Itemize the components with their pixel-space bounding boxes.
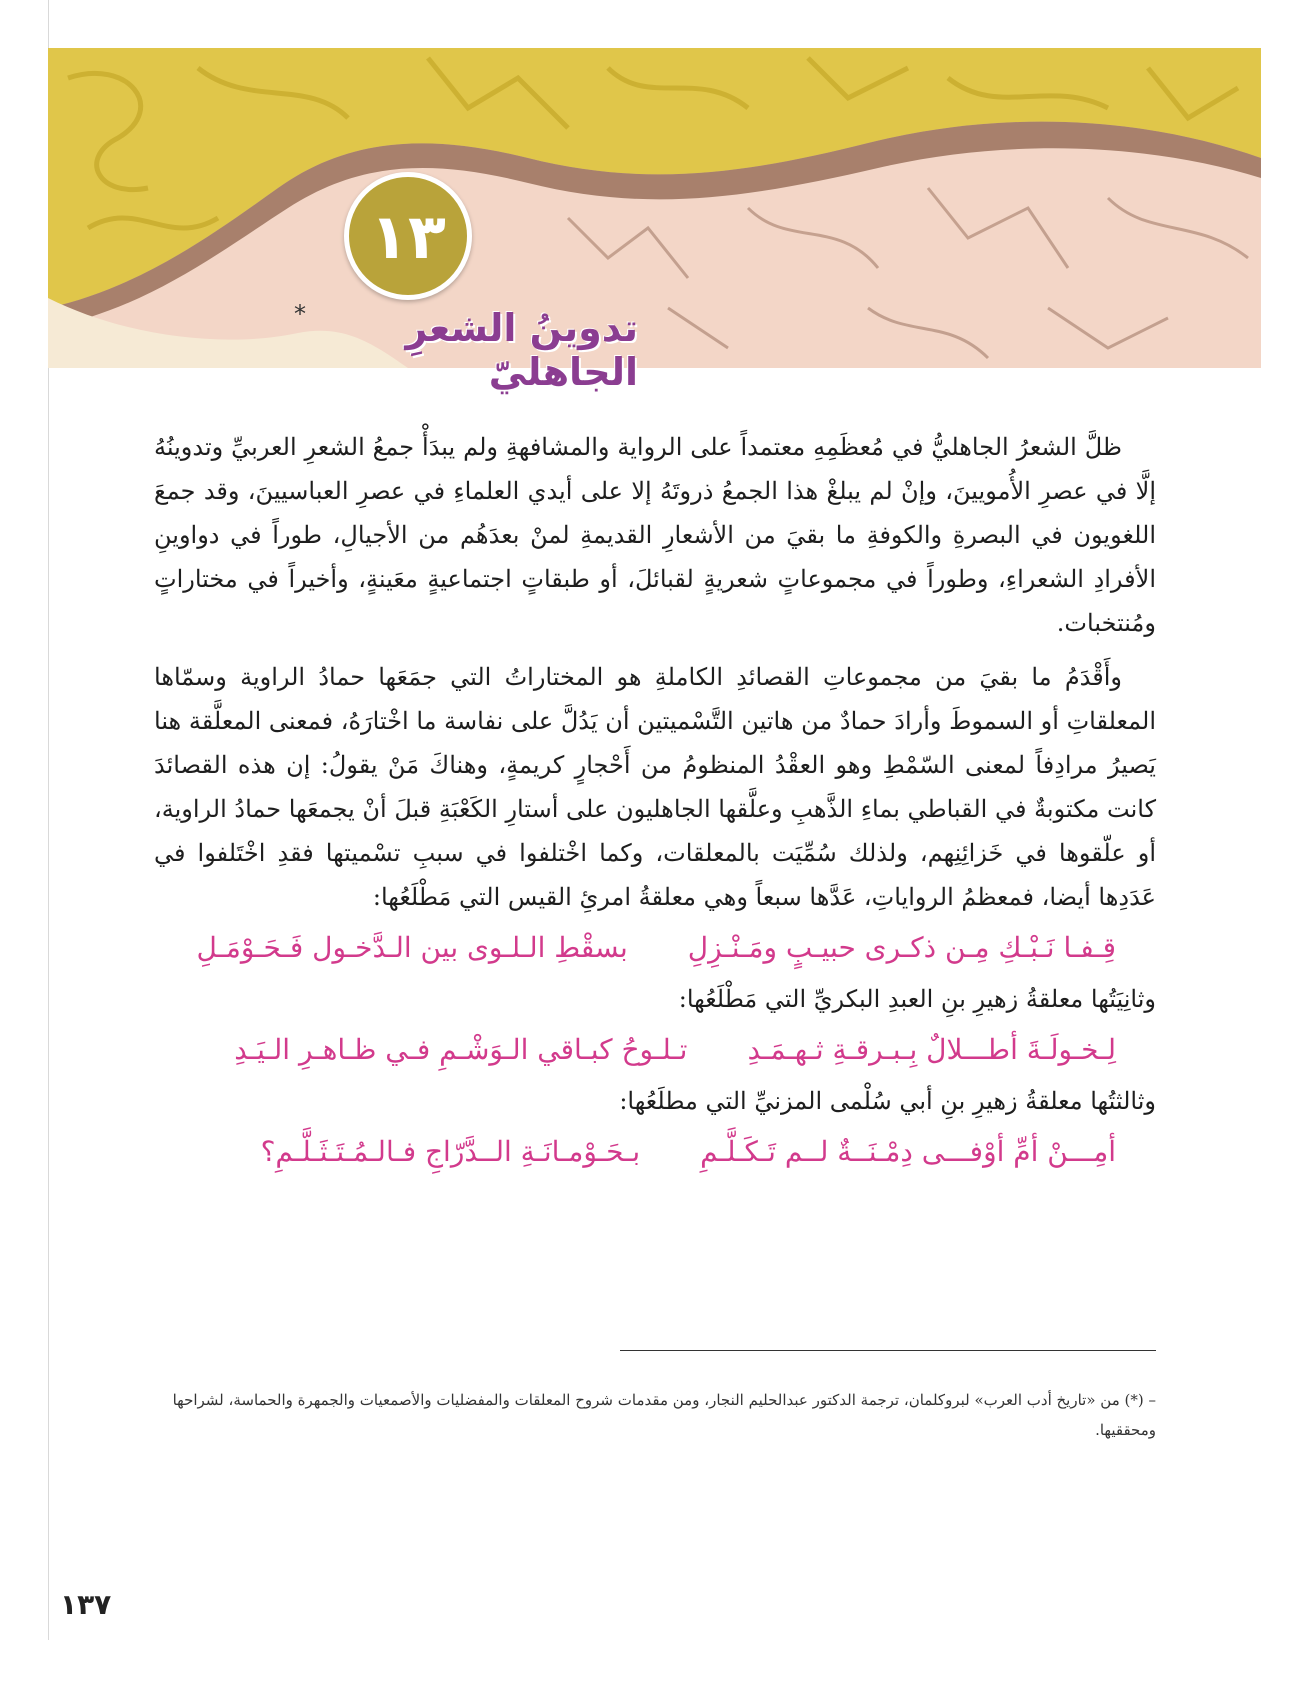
- verse-3-first-hemistich: أمِـــنْ أمِّ أوْفـــى دِمْـنَــةٌ لــم تَـكَـلَّـمِ: [700, 1135, 1116, 1168]
- verse-2-intro: وثانِيَتُها معلقةُ زهيرِ بنِ العبدِ البكريِّ التي مَطْلَعُها:: [678, 985, 1156, 1013]
- chapter-header-banner: [48, 48, 1261, 394]
- paragraph-1: ظلَّ الشعرُ الجاهليُّ في مُعظَمِهِ معتمداً على الرواية والمشافهةِ ولم يبدَأْ جمعُ الشعرِ العربيِّ وتدوينُهُ إلَّا في عصرِ الأُمويينَ، وإنْ لم يبلغْ هذا الجمعُ ذروتَهُ إلا على أيدي العلماءِ في عصرِ العباسيينَ، وقد جمعَ اللغويون في البصرةِ والكوفةِ ما بقيَ من الأشعارِ القديمةِ لمنْ بعدَهُم من الأجيالِ، طوراً في دواوينِ الأفرادِ الشعراءِ، وطوراً في مجموعاتٍ شعريةٍ لقبائلَ، أو طبقاتٍ اجتماعيةٍ معَينةٍ، وأخيراً في مختاراتٍ ومُنتخبات.: [154, 433, 1156, 637]
- footnote-divider: [620, 1350, 1156, 1351]
- page-number: ١٣٧: [60, 1588, 112, 1621]
- verse-1-second-hemistich: بسقْطِ الـلـوى بين الـدَّخـول فَـحَـوْمَـلِ: [196, 931, 628, 964]
- verse-3: [154, 1123, 1156, 1181]
- footnote: – (*) من «تاريخ أدب العرب» لبروكلمان، ترجمة الدكتور عبدالحليم النجار، ومن مقدمات شروح المعلقات والمفضليات والأصمعيات والجمهرة والحماسة، لشراحها ومحققيها.: [172, 1391, 1156, 1439]
- verse-1-first-hemistich: قِـفـا نَـبْـكِ مِـن ذكـرى حبيـبٍ ومَـنْـزِلِ: [687, 931, 1116, 964]
- chapter-number-badge: ١٣: [344, 172, 472, 300]
- main-text: [154, 425, 1156, 1181]
- paragraph-2: وأَقْدَمُ ما بقيَ من مجموعاتِ القصائدِ الكاملةِ هو المختاراتُ التي جمَعَها حمادُ الراوية وسمّاها المعلقاتِ أو السموطَ وأرادَ حمادٌ من هاتين التَّسْميتين أن يَدُلَّ على نفاسة ما اخْتارَهُ، فمعنى المعلَّقة هنا يَصيرُ مرادِفاً لمعنى السّمْطِ وهو العقْدُ المنظومُ من أَحْجارٍ كريمةٍ، وهناكَ مَنْ يقولُ: إن هذه القصائدَ كانت مكتوبةٌ في القباطي بماءِ الذَّهبِ وعلَّقها الجاهليون على أستارِ الكَعْبَةِ قبلَ أنْ يجمعَها حمادُ الراوية، أو علّقوها في خَزائِنِهم، ولذلك سُمِّيَت بالمعلقات، وكما اخْتلفوا في سببِ تسْميتها فقدِ اخْتَلفوا في عَدَدِها أيضا، فمعظمُ الرواياتِ، عَدَّها سبعاً وهي معلقةُ امرئِ القيس التي مَطْلَعُها:: [154, 663, 1156, 911]
- decorative-arabesque-background: [48, 48, 1261, 368]
- verse-3-intro: وثالثتُها معلقةُ زهيرِ بنِ أبي سُلْمى المزنيِّ التي مطلَعُها:: [619, 1087, 1156, 1115]
- verse-2-first-hemistich: لِـخـولَـةَ أطـــلالٌ بِـبـرقـةِ ثـهـمَـدِ: [747, 1033, 1116, 1066]
- verse-1: [154, 919, 1156, 977]
- verse-2-second-hemistich: تـلـوحُ كبـاقي الـوَشْـمِ فـي ظـاهـرِ الـيَـدِ: [234, 1033, 688, 1066]
- chapter-title: تدوينُ الشعرِ الجاهليّ: [405, 306, 638, 394]
- title-footnote-mark: *: [294, 300, 306, 328]
- verse-3-second-hemistich: بـحَـوْمـانَـةِ الــدَّرّاجِ فـالـمُـتَـثَـلَّـمِ؟: [260, 1135, 641, 1168]
- verse-2: [154, 1021, 1156, 1079]
